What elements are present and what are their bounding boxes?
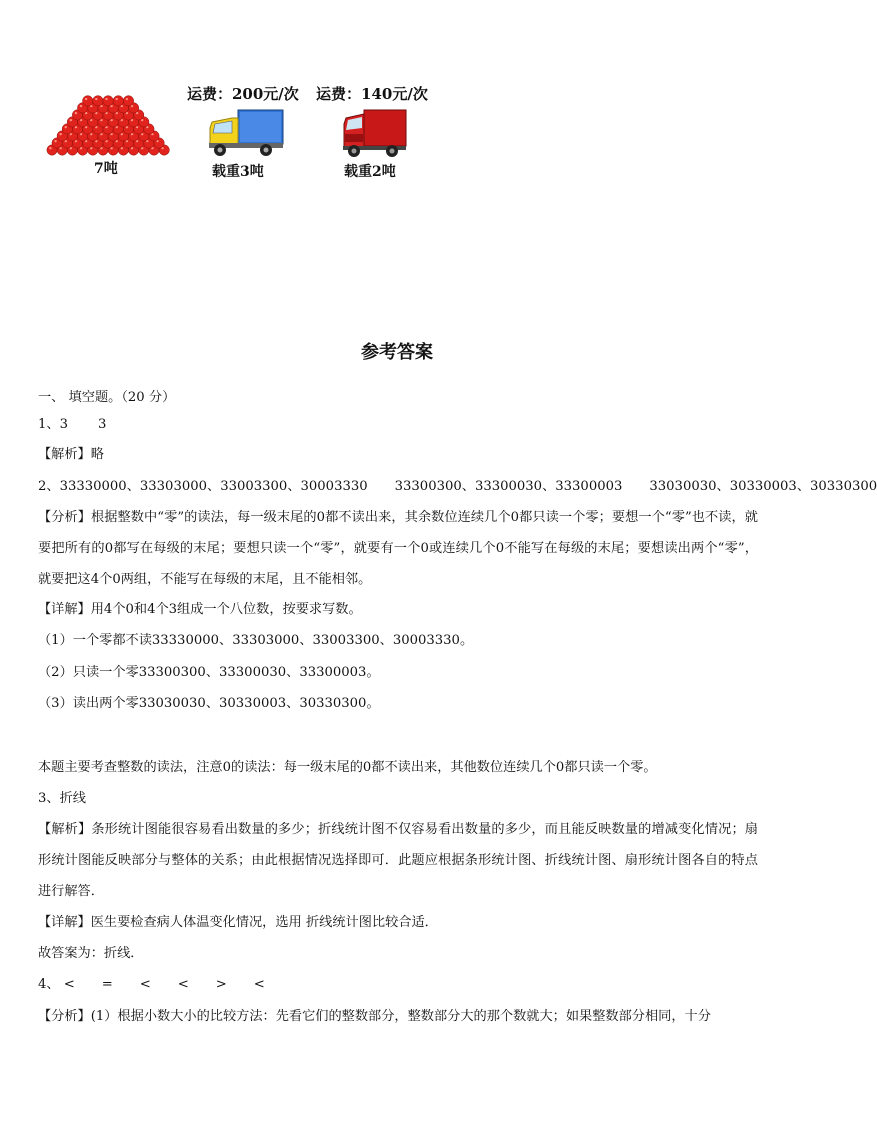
- q2-item-2: （2）只读一个零33300300、33300030、33300003。: [38, 665, 380, 680]
- q2-group-3: 33030030、30330003、30330300: [649, 479, 877, 494]
- q4-symbols: [64, 977, 292, 992]
- q2-analysis-text: 【分析】根据整数中“零”的读法，每一级末尾的0都不读出来，其余数位连续几个0都只读一个零；要想一个“零”也不读，就要把所有的0都写在每级的末尾；要想只读一个“零”，就要有一个0或连续几个0不能写在每级的末尾；要想读出两个“零”，就要把这4个0两组，不能写在每级的末尾，且不能相邻。: [38, 510, 758, 587]
- blue-truck-icon: [206, 106, 286, 158]
- q4-analysis: 【分析】(1）根据小数大小的比较方法：先看它们的整数部分，整数部分大的那个数就大；如果整数部分相同，十分: [38, 1009, 711, 1024]
- q1-answer-first: 1、3: [38, 417, 68, 432]
- q1-analysis: 【解析】略: [38, 447, 104, 462]
- q3-detail: 【详解】医生要检查病人体温变化情况，选用 折线统计图比较合适．: [38, 915, 438, 930]
- q2-answer: [38, 477, 877, 497]
- q3-answer: 3、折线: [38, 791, 86, 806]
- q3-analysis-text: 【解析】条形统计图能很容易看出数量的多少；折线统计图不仅容易看出数量的多少，而且能反映数量的增减变化情况；扇形统计图能反映部分与整体的关系；由此根据情况选择即可．此题应根据条形统计图、折线统计图、扇形统计图各自的特点进行解答．: [38, 822, 758, 899]
- answers-title: 参考答案: [361, 342, 433, 363]
- q4-symbol: =: [101, 977, 113, 992]
- q4-answer: [38, 975, 758, 995]
- truck-a-capacity-label: 载重3吨: [212, 164, 264, 180]
- tomato-pile-icon: [42, 98, 174, 158]
- q1-answer-second: 3: [97, 417, 107, 432]
- q1-answer: [38, 415, 758, 435]
- fee-truck-b: 运费：140元/次: [316, 85, 428, 103]
- q2-group-2: 33300300、33300030、33300003: [394, 479, 623, 494]
- q2-item-1: （1）一个零都不读33330000、33303000、33003300、30003330。: [38, 633, 474, 648]
- q2-number: 2、: [38, 479, 60, 494]
- q4-symbol: <: [253, 977, 265, 992]
- q4-symbol: >: [215, 977, 227, 992]
- q2-item-3: （3）读出两个零33030030、30330003、30330300。: [38, 696, 380, 711]
- tomato-weight-label: 7吨: [94, 161, 118, 177]
- section-heading: 一、 填空题。（20 分）: [38, 390, 176, 405]
- q4-symbol: <: [177, 977, 189, 992]
- truck-b-capacity-label: 载重2吨: [344, 164, 396, 180]
- q3-final-answer: 故答案为：折线．: [38, 946, 144, 961]
- red-truck-icon: [340, 106, 408, 158]
- q3-analysis: [38, 814, 758, 907]
- q2-analysis: [38, 502, 758, 595]
- q4-symbol: <: [63, 977, 75, 992]
- q2-detail: 【详解】用4个0和4个3组成一个八位数，按要求写数。: [38, 602, 362, 617]
- fee-truck-a: 运费：200元/次: [187, 85, 299, 103]
- q2-group-1: 33330000、33303000、33003300、30003330: [59, 479, 368, 494]
- q2-summary: 本题主要考查整数的读法，注意0的读法：每一级末尾的0都不读出来，其他数位连续几个0都只读一个零。: [38, 760, 657, 775]
- q4-symbol: <: [139, 977, 151, 992]
- fee-labels: [187, 83, 440, 104]
- q4-number: 4、: [38, 977, 60, 992]
